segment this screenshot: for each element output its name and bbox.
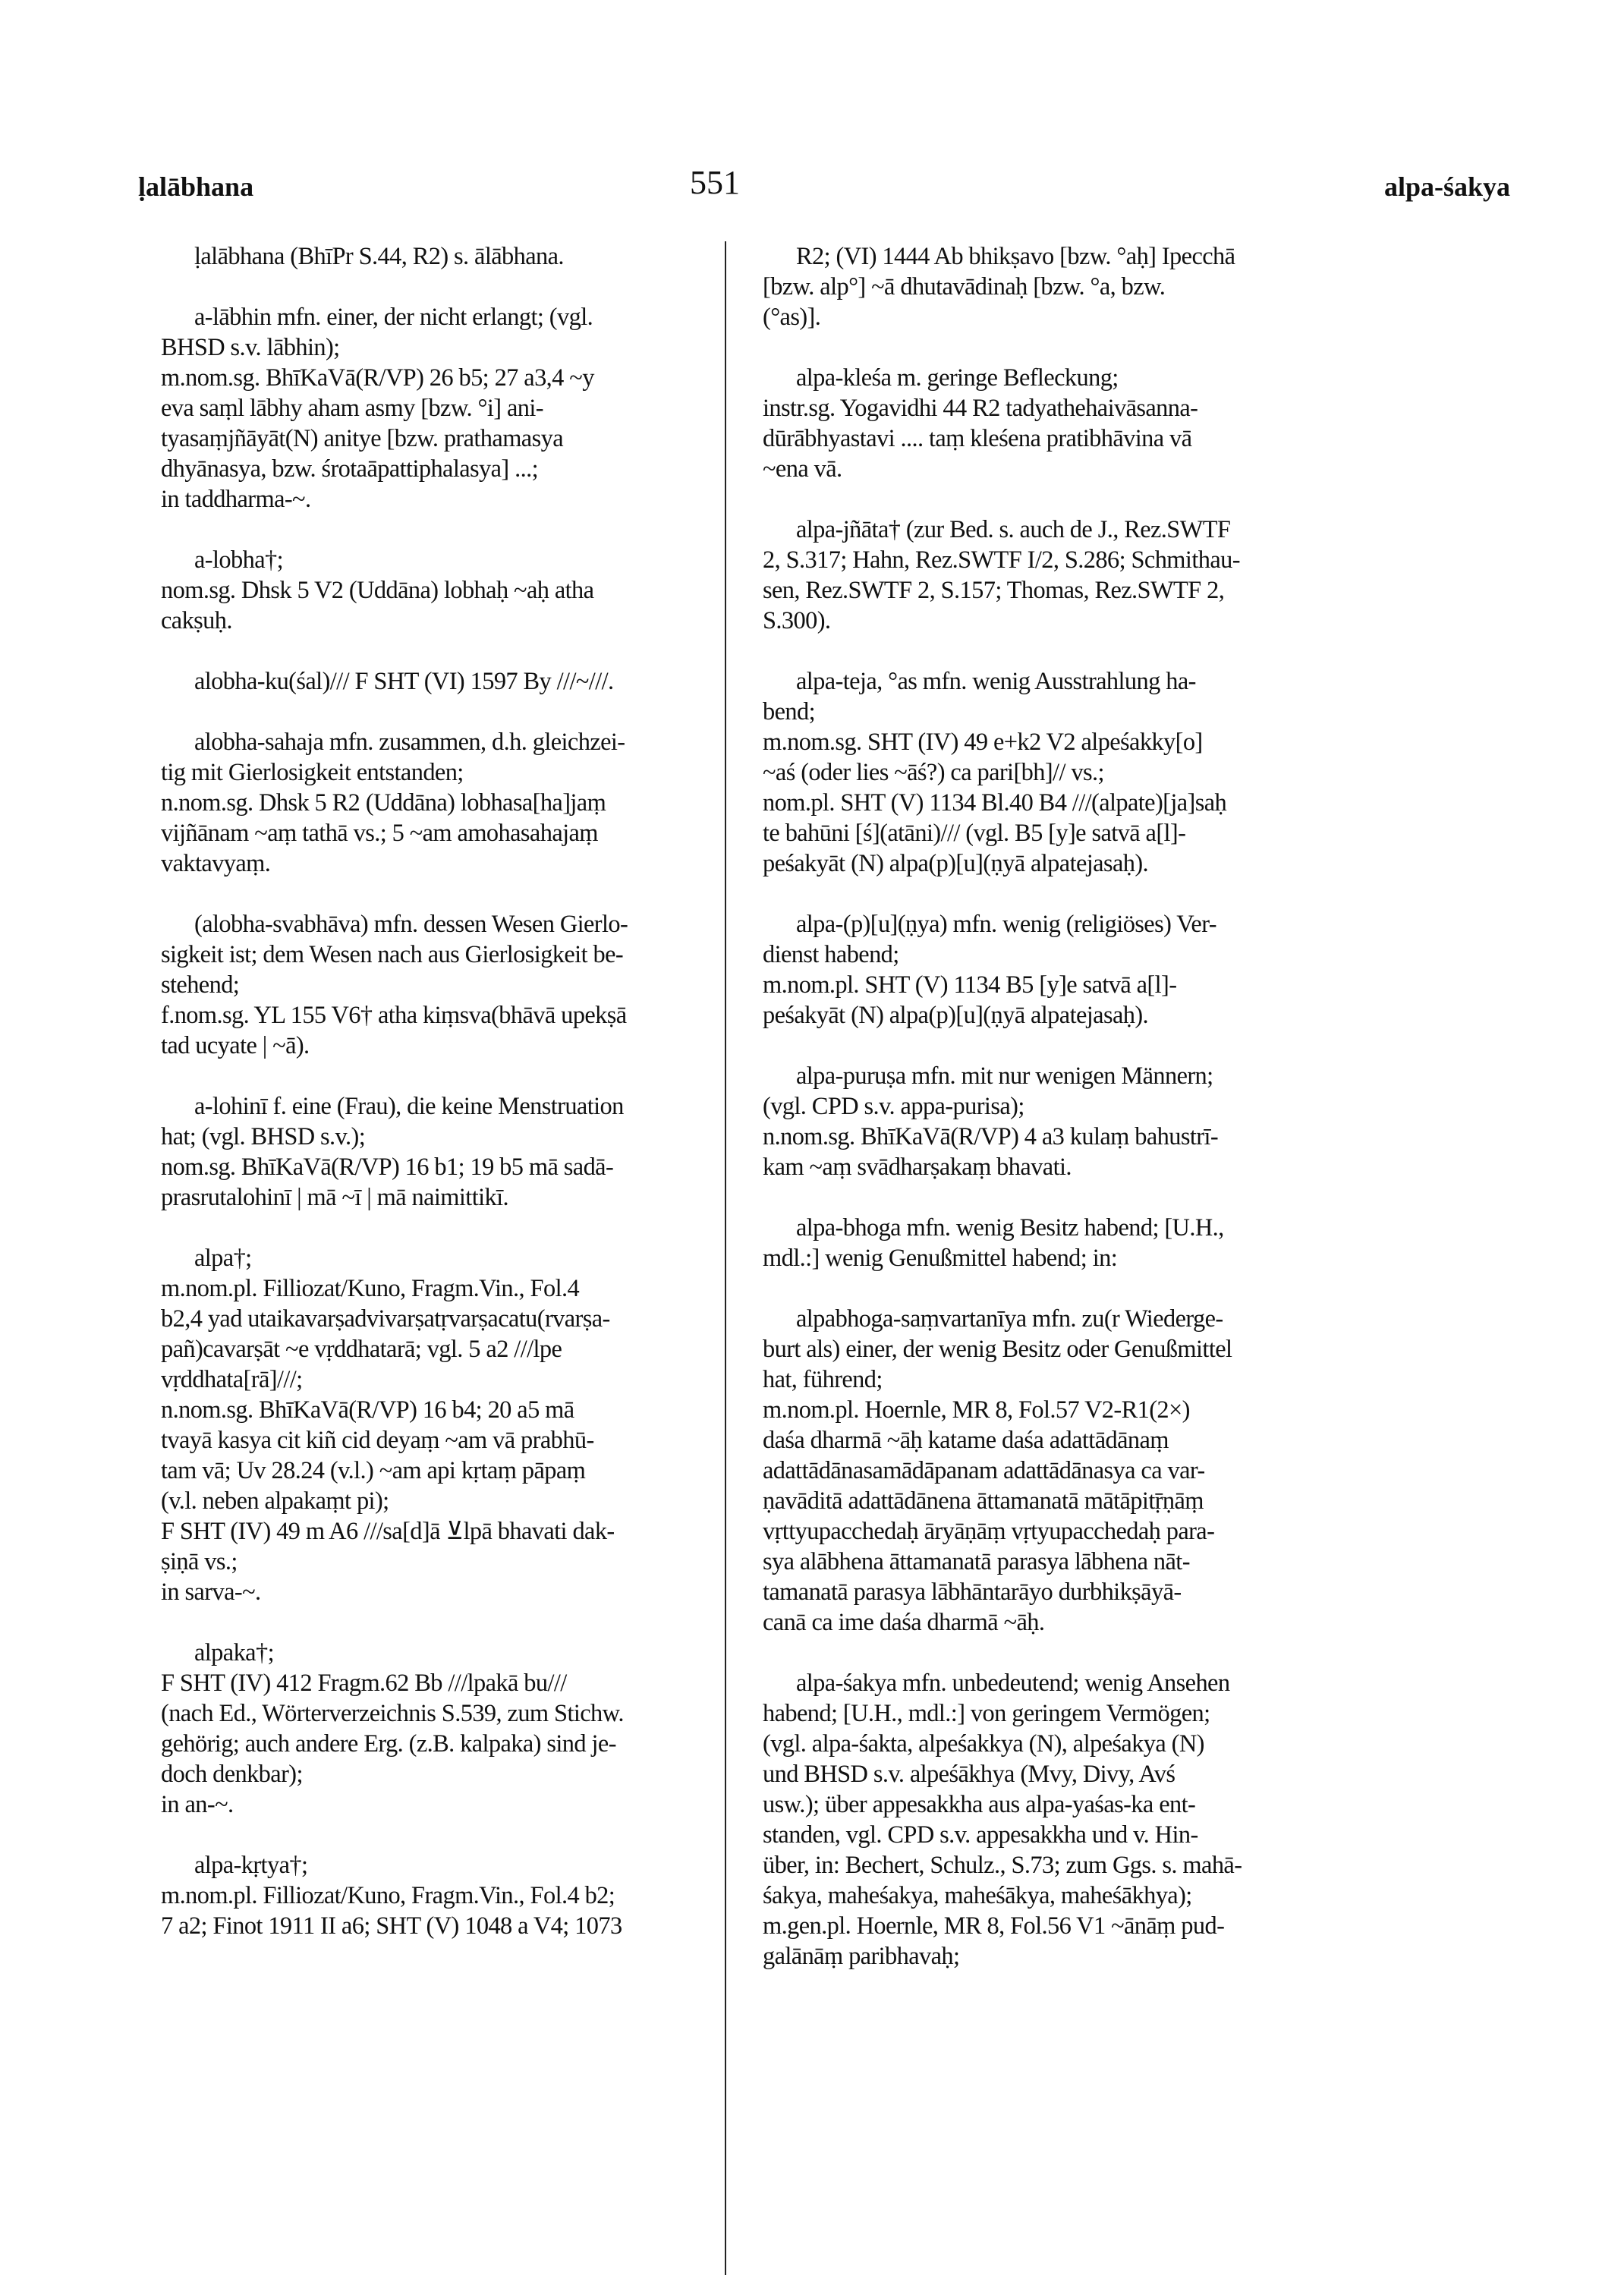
entry-text-line: in sarva-~. [161, 1578, 261, 1606]
entry-text-line: cakṣuḥ. [161, 607, 232, 634]
entry-headword-line: alobha-sahaja mfn. zusammen, d.h. gleichzei- [194, 729, 625, 756]
entry-text-line: sigkeit ist; dem Wesen nach aus Gierlosigkeit be- [161, 941, 624, 968]
entry-text-line: vaktavyaṃ. [161, 850, 271, 877]
entry-text-line: gehörig; auch andere Erg. (z.B. kalpaka) sind je- [161, 1730, 616, 1758]
entry-text-line: dūrābhyastavi .... taṃ kleśena pratibhāvina vā [763, 425, 1192, 452]
entry-headword-line: alpa-bhoga mfn. wenig Besitz habend; [U.H., [796, 1214, 1224, 1242]
dictionary-entry [763, 909, 1324, 1031]
entry-text-line: S.300). [763, 607, 831, 634]
entry-text-line: n.nom.sg. Dhsk 5 R2 (Uddāna) lobhasa[ha]jaṃ [161, 789, 606, 817]
entry-text-line: 2, S.317; Hahn, Rez.SWTF I/2, S.286; Schmithau- [763, 546, 1240, 574]
entry-headword-line: alpa-kṛtya†; [194, 1852, 308, 1879]
entry-headword-line: alpa†; [194, 1245, 252, 1272]
entry-text-line: m.nom.sg. BhīKaVā(R/VP) 26 b5; 27 a3,4 ~y [161, 364, 594, 392]
entry-text-line: galānāṃ paribhavaḥ; [763, 1943, 960, 1970]
entry-headword-line: a-lābhin mfn. einer, der nicht erlangt; (vgl. [194, 304, 593, 331]
entry-text-line: m.gen.pl. Hoernle, MR 8, Fol.56 V1 ~ānāṃ pud- [763, 1912, 1225, 1940]
entry-headword-line: a-lobha†; [194, 546, 283, 574]
entry-text-line: nom.pl. SHT (V) 1134 Bl.40 B4 ///(alpate)[ja]saḥ [763, 789, 1227, 817]
entry-text-line: (vgl. CPD s.v. appa-purisa); [763, 1093, 1024, 1120]
right-column [725, 241, 1324, 2275]
entry-headword-line: ḷalābhana (BhīPr S.44, R2) s. ālābhana. [194, 243, 564, 270]
dictionary-entry [161, 666, 729, 697]
entry-text-line: usw.); über appesakkha aus alpa-yaśas-ka ent- [763, 1791, 1196, 1818]
entry-text-line: in taddharma-~. [161, 486, 311, 513]
entry-text-line: [bzw. alp°] ~ā dhutavādinaḥ [bzw. °a, bzw. [763, 273, 1166, 301]
entry-headword-line: alobha-ku(śal)/// F SHT (VI) 1597 By ///~///. [194, 668, 614, 695]
entry-text-line: peśakyāt (N) alpa(p)[u](ṇyā alpatejasaḥ). [763, 850, 1149, 877]
entry-text-line: śakya, maheśakya, maheśākya, maheśākhya); [763, 1882, 1192, 1909]
dictionary-entry [161, 1243, 729, 1607]
running-head-left: ḷalābhana [138, 172, 254, 202]
dictionary-entry [161, 1850, 729, 1941]
entry-text-line: adattādānasamādāpanam adattādānasya ca var- [763, 1457, 1205, 1484]
entry-text-line: kam ~aṃ svādharṣakaṃ bhavati. [763, 1153, 1072, 1181]
dictionary-entry [763, 363, 1324, 484]
entry-headword-line: alpa-jñāta† (zur Bed. s. auch de J., Rez.SWTF [796, 516, 1231, 543]
entry-text-line: tad ucyate | ~ā). [161, 1032, 310, 1059]
dictionary-entry [763, 666, 1324, 879]
entry-text-line: F SHT (IV) 412 Fragm.62 Bb ///lpakā bu/// [161, 1670, 567, 1697]
entry-text-line: daśa dharmā ~āḥ katame daśa adattādānaṃ [763, 1427, 1169, 1454]
entry-headword-line: alpaka†; [194, 1639, 274, 1666]
entry-text-line: stehend; [161, 971, 240, 999]
entry-text-line: in an-~. [161, 1791, 234, 1818]
entry-text-line: eva saṃl lābhy aham asmy [bzw. °i] ani- [161, 395, 543, 422]
entry-text-line: (vgl. alpa-śakta, alpeśakkya (N), alpeśakya (N) [763, 1730, 1204, 1758]
entry-headword-line: alpa-(p)[u](ṇya) mfn. wenig (religiöses) Ver- [796, 911, 1216, 938]
dictionary-entry [161, 1091, 729, 1213]
entry-text-line: nom.sg. Dhsk 5 V2 (Uddāna) lobhaḥ ~aḥ atha [161, 577, 594, 604]
dictionary-entry [763, 1668, 1324, 1972]
entry-headword-line: alpa-teja, °as mfn. wenig Ausstrahlung ha- [796, 668, 1196, 695]
dictionary-entry [161, 545, 729, 636]
dictionary-entry [161, 241, 729, 272]
entry-headword-line: alpa-puruṣa mfn. mit nur wenigen Männern; [796, 1062, 1213, 1090]
entry-text-line: prasrutalohinī | mā ~ī | mā naimittikī. [161, 1184, 509, 1211]
entry-text-line: m.nom.sg. SHT (IV) 49 e+k2 V2 alpeśakky[o] [763, 729, 1203, 756]
entry-text-line: über, in: Bechert, Schulz., S.73; zum Ggs. s. mahā- [763, 1852, 1242, 1879]
entry-text-line: ṇavāditā adattādānena āttamanatā mātāpitṝṇāṃ [763, 1487, 1204, 1515]
entry-text-line: canā ca ime daśa dharmā ~āḥ. [763, 1609, 1045, 1636]
dictionary-entry [161, 1638, 729, 1820]
entry-text-line: m.nom.pl. Filliozat/Kuno, Fragm.Vin., Fol.4 b2; [161, 1882, 615, 1909]
entry-text-line: tyasaṃjñāyāt(N) anitye [bzw. prathamasya [161, 425, 563, 452]
entry-text-line: te bahūni [ś](atāni)/// (vgl. B5 [y]e satvā a[l]- [763, 820, 1186, 847]
entry-text-line: nom.sg. BhīKaVā(R/VP) 16 b1; 19 b5 mā sadā- [161, 1153, 614, 1181]
dictionary-entry [161, 909, 729, 1061]
entry-text-line: mdl.:] wenig Genußmittel habend; in: [763, 1245, 1118, 1272]
entry-text-line: m.nom.pl. SHT (V) 1134 B5 [y]e satvā a[l]- [763, 971, 1177, 999]
entry-headword-line: alpabhoga-saṃvartanīya mfn. zu(r Wiederge- [796, 1305, 1223, 1333]
dictionary-entry [161, 727, 729, 879]
entry-text-line: ~ena vā. [763, 455, 842, 483]
entry-text-line: instr.sg. Yogavidhi 44 R2 tadyathehaivāsanna- [763, 395, 1198, 422]
entry-text-line: vṛddhata[rā]///; [161, 1366, 303, 1393]
entry-text-line: dhyānasya, bzw. śrotaāpattiphalasya] ...; [161, 455, 539, 483]
dictionary-entry [763, 1061, 1324, 1182]
entry-text-line: hat, führend; [763, 1366, 883, 1393]
entry-text-line: (v.l. neben alpakaṃt pi); [161, 1487, 389, 1515]
entry-text-line: n.nom.sg. BhīKaVā(R/VP) 16 b4; 20 a5 mā [161, 1396, 574, 1424]
entry-text-line: F SHT (IV) 49 m A6 ///sa[d]ā ⊻lpā bhavati dak- [161, 1518, 615, 1545]
entry-text-line: pañ)cavarṣāt ~e vṛddhatarā; vgl. 5 a2 ///lpe [161, 1336, 562, 1363]
entry-text-line: vijñānam ~aṃ tathā vs.; 5 ~am amohasahajaṃ [161, 820, 598, 847]
entry-text-line: standen, vgl. CPD s.v. appesakkha und v. Hin- [763, 1821, 1198, 1849]
entry-text-line: ṣiṇā vs.; [161, 1548, 238, 1575]
dictionary-entry [763, 515, 1324, 636]
dictionary-entry [763, 1304, 1324, 1638]
entry-text-line: habend; [U.H., mdl.:] von geringem Vermögen; [763, 1700, 1210, 1727]
entry-text-line: und BHSD s.v. alpeśākhya (Mvy, Divy, Avś [763, 1761, 1176, 1788]
entry-text-line: (°as)]. [763, 304, 821, 331]
entry-text-line: tig mit Gierlosigkeit entstanden; [161, 759, 464, 786]
entry-text-line: tvayā kasya cit kiñ cid deyaṃ ~am vā prabhū- [161, 1427, 594, 1454]
entry-text-line: m.nom.pl. Hoernle, MR 8, Fol.57 V2-R1(2×) [763, 1396, 1190, 1424]
entry-headword-line: alpa-kleśa m. geringe Befleckung; [796, 364, 1119, 392]
entry-text-line: f.nom.sg. YL 155 V6† atha kiṃsva(bhāvā upekṣā [161, 1002, 627, 1029]
entry-text-line: vṛttyupacchedaḥ āryāṇāṃ vṛtyupacchedaḥ para- [763, 1518, 1215, 1545]
entry-text-line: doch denkbar); [161, 1761, 303, 1788]
entry-headword-line: alpa-śakya mfn. unbedeutend; wenig Ansehen [796, 1670, 1230, 1697]
entry-text-line: dienst habend; [763, 941, 899, 968]
entry-text-line: (nach Ed., Wörterverzeichnis S.539, zum Stichw. [161, 1700, 624, 1727]
dictionary-entry [763, 241, 1324, 332]
entry-text-line: tam vā; Uv 28.24 (v.l.) ~am api kṛtaṃ pāpaṃ [161, 1457, 586, 1484]
entry-headword-line: a-lohinī f. eine (Frau), die keine Menstruation [194, 1093, 624, 1120]
entry-headword-line: R2; (VI) 1444 Ab bhikṣavo [bzw. °aḥ] Ipecchā [796, 243, 1235, 270]
dictionary-entry [161, 302, 729, 515]
entry-text-line: bend; [763, 698, 815, 725]
entry-text-line: 7 a2; Finot 1911 II a6; SHT (V) 1048 a V4; 1073 [161, 1912, 622, 1940]
entry-text-line: BHSD s.v. lābhin); [161, 334, 340, 361]
running-head-right: alpa-śakya [1383, 172, 1510, 202]
entry-text-line: sya alābhena āttamanatā parasya lābhena nāt- [763, 1548, 1190, 1575]
entry-text-line: sen, Rez.SWTF 2, S.157; Thomas, Rez.SWTF 2, [763, 577, 1225, 604]
entry-headword-line: (alobha-svabhāva) mfn. dessen Wesen Gierlo- [194, 911, 628, 938]
left-column [161, 241, 729, 1972]
entry-text-line: peśakyāt (N) alpa(p)[u](ṇyā alpatejasaḥ). [763, 1002, 1149, 1029]
entry-text-line: burt als) einer, der wenig Besitz oder Genußmittel [763, 1336, 1232, 1363]
entry-text-line: tamanatā parasya lābhāntarāyo durbhikṣāyā- [763, 1578, 1182, 1606]
entry-text-line: m.nom.pl. Filliozat/Kuno, Fragm.Vin., Fol.4 [161, 1275, 580, 1302]
entry-text-line: b2,4 yad utaikavarṣadvivarṣatṛvarṣacatu(rvarṣa- [161, 1305, 610, 1333]
entry-text-line: n.nom.sg. BhīKaVā(R/VP) 4 a3 kulaṃ bahustrī- [763, 1123, 1219, 1150]
entry-text-line: hat; (vgl. BHSD s.v.); [161, 1123, 366, 1150]
dictionary-entry [763, 1213, 1324, 1273]
page-number: 551 [690, 164, 740, 201]
entry-text-line: ~aś (oder lies ~āś?) ca pari[bh]// vs.; [763, 759, 1104, 786]
